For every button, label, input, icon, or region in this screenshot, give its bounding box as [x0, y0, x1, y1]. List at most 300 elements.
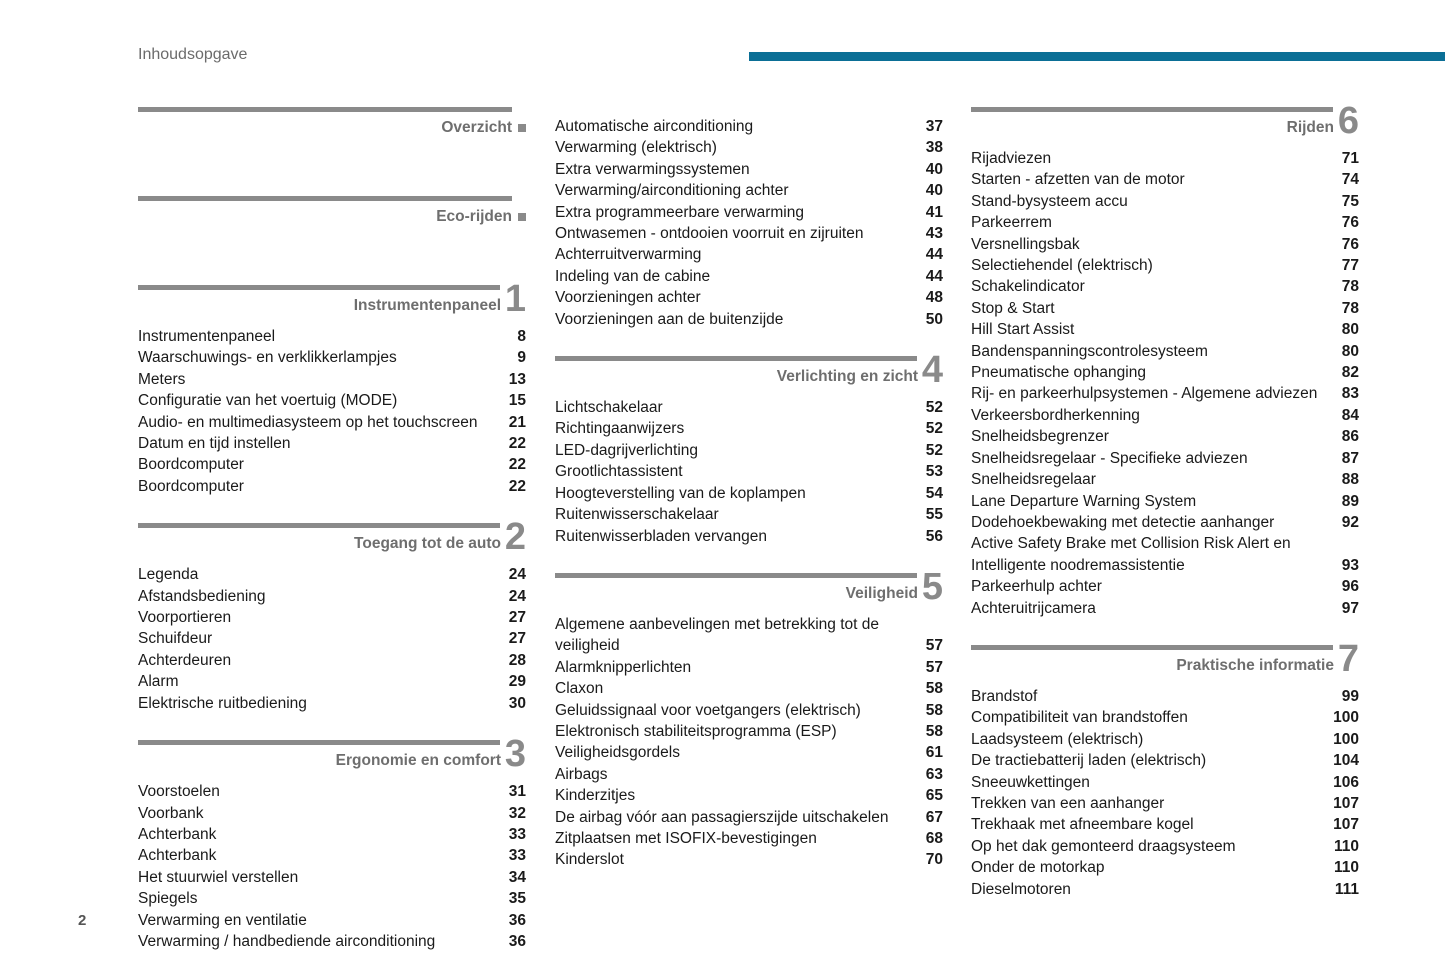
toc-entry[interactable]	[555, 614, 943, 657]
toc-entry-label: Snelheidsregelaar - Specifieke adviezen	[971, 449, 1248, 467]
toc-entry-page: 56	[925, 527, 943, 545]
toc-entry-label: Dodehoekbewaking met detectie aanhanger	[971, 513, 1275, 531]
toc-entry-page: 15	[508, 392, 526, 410]
toc-section	[555, 349, 943, 547]
toc-entry-label: Geluidssignaal voor voetgangers (elektrisch)	[555, 701, 861, 719]
toc-entry[interactable]	[138, 650, 526, 671]
toc-entry-page: 96	[1341, 578, 1359, 596]
toc-entry[interactable]	[971, 686, 1359, 707]
toc-entry-label: Verwarming en ventilatie	[138, 911, 307, 929]
toc-entry[interactable]	[138, 390, 526, 411]
toc-entry[interactable]	[971, 319, 1359, 340]
toc-entry-page: 71	[1341, 150, 1359, 167]
toc-entry-page: 58	[925, 680, 943, 698]
toc-entry-page: 76	[1341, 214, 1359, 232]
toc-entry[interactable]	[555, 700, 943, 721]
toc-entry[interactable]	[971, 576, 1359, 597]
toc-entry-label: Active Safety Brake met Collision Risk Alert en Intelligente noodremassistentie	[971, 535, 1291, 574]
toc-entry-page: 48	[925, 289, 943, 307]
toc-entry-page: 92	[1341, 513, 1359, 531]
toc-entry[interactable]	[971, 276, 1359, 297]
toc-entry-page: 80	[1341, 342, 1359, 360]
toc-entry-label: Datum en tijd instellen	[138, 435, 291, 453]
toc-entry-label: Grootlichtassistent	[555, 463, 683, 481]
section-divider-line	[971, 107, 1333, 112]
toc-entry-label: Compatibiliteit van brandstoffen	[971, 709, 1188, 727]
toc-entry[interactable]	[555, 742, 943, 763]
toc-entry-label: De tractiebatterij laden (elektrisch)	[971, 752, 1207, 770]
toc-column-2	[555, 105, 943, 871]
toc-entry-page: 82	[1341, 364, 1359, 382]
toc-entry-label: Verwarming (elektrisch)	[555, 139, 717, 157]
toc-entry[interactable]	[138, 369, 526, 390]
toc-column-3	[971, 100, 1359, 900]
section-header	[138, 516, 526, 564]
toc-entry-page: 75	[1341, 192, 1359, 210]
toc-entry-label: Dieselmotoren	[971, 880, 1071, 898]
toc-entry[interactable]	[138, 326, 526, 347]
toc-entry-label: Rij- en parkeerhulpsystemen - Algemene adviezen	[971, 385, 1318, 403]
toc-entry-page: 84	[1341, 406, 1359, 424]
toc-entry-label: Waarschuwings- en verklikkerlampjes	[138, 349, 397, 367]
toc-entry-page: 110	[1333, 837, 1359, 855]
toc-entry-page: 57	[925, 637, 943, 655]
square-marker-icon	[518, 124, 526, 132]
toc-entry[interactable]	[971, 707, 1359, 728]
toc-entry-page: 70	[925, 851, 943, 869]
toc-entry-label: Alarm	[138, 673, 179, 691]
toc-entry[interactable]	[971, 255, 1359, 276]
toc-entry-label: Lichtschakelaar	[555, 399, 663, 417]
toc-entry[interactable]	[971, 169, 1359, 190]
toc-entry-label: Parkeerhulp achter	[971, 578, 1102, 596]
toc-entry-label: Veiligheidsgordels	[555, 744, 680, 762]
toc-entry[interactable]	[555, 785, 943, 806]
toc-entry-page: 22	[508, 477, 526, 495]
toc-entry[interactable]	[555, 483, 943, 504]
toc-entry[interactable]	[555, 202, 943, 223]
toc-entry-label: Verkeersbordherkenning	[971, 406, 1140, 424]
toc-entry[interactable]	[971, 772, 1359, 793]
toc-entry-label: Alarmknipperlichten	[555, 658, 692, 676]
toc-entry-page: 63	[925, 765, 943, 783]
toc-entry-page: 29	[508, 673, 526, 691]
toc-entry-label: Laadsysteem (elektrisch)	[971, 730, 1144, 748]
section-title: Overzicht	[441, 119, 512, 136]
toc-entry-page: 68	[925, 829, 943, 847]
toc-entry[interactable]	[971, 729, 1359, 750]
section-spacer	[138, 235, 526, 259]
toc-entry-label: Afstandsbediening	[138, 587, 266, 605]
toc-entry-page: 8	[517, 328, 526, 345]
toc-entry-page: 80	[1341, 321, 1359, 339]
toc-entry-label: Lane Departure Warning System	[971, 492, 1197, 510]
toc-entry-page: 22	[508, 456, 526, 474]
page-number: 2	[78, 912, 87, 929]
section-gap	[138, 497, 526, 521]
toc-entry-page: 27	[508, 630, 526, 648]
section-divider-line	[138, 523, 500, 528]
toc-entry-page: 61	[925, 744, 943, 762]
toc-entry[interactable]	[555, 678, 943, 699]
section-header	[138, 733, 526, 781]
toc-entry[interactable]	[555, 309, 943, 330]
toc-entry[interactable]	[138, 586, 526, 607]
toc-entry-label: Boordcomputer	[138, 456, 244, 474]
section-divider-line	[555, 356, 917, 361]
toc-entry[interactable]	[138, 433, 526, 454]
chapter-number: 2	[504, 516, 526, 559]
toc-section	[138, 105, 526, 170]
section-divider-line	[971, 645, 1333, 650]
toc-entry-page: 52	[925, 420, 943, 438]
toc-entry-label: Stop & Start	[971, 299, 1055, 317]
toc-entry-label: Ruitenwisserschakelaar	[555, 506, 719, 524]
section-title: Veiligheid	[845, 584, 918, 602]
toc-entry[interactable]	[555, 657, 943, 678]
toc-entry-label: LED-dagrijverlichting	[555, 441, 699, 459]
toc-entry[interactable]	[971, 491, 1359, 512]
toc-entry-label: Achterbank	[138, 825, 217, 843]
toc-entry-page: 27	[508, 609, 526, 627]
toc-entry[interactable]	[138, 867, 526, 888]
toc-entry[interactable]	[555, 764, 943, 785]
toc-entry[interactable]	[138, 824, 526, 845]
toc-entry-page: 57	[925, 658, 943, 676]
chapter-number: 5	[921, 565, 943, 608]
toc-entry-label: Snelheidsregelaar	[971, 471, 1096, 489]
toc-entry-page: 31	[508, 783, 526, 801]
toc-entry-label: Claxon	[555, 680, 604, 698]
toc-entry-label: Kinderslot	[555, 851, 624, 869]
toc-section	[555, 105, 943, 330]
toc-entry-label: Sneeuwkettingen	[971, 773, 1090, 791]
toc-entry-label: Achterbank	[138, 847, 217, 865]
section-gap	[138, 259, 526, 283]
toc-entry-page: 93	[1341, 556, 1359, 574]
toc-entry-page: 99	[1341, 687, 1359, 705]
toc-entry[interactable]	[971, 750, 1359, 771]
toc-entry[interactable]	[971, 836, 1359, 857]
toc-entry-label: Boordcomputer	[138, 477, 244, 495]
square-marker-icon	[518, 213, 526, 221]
toc-entry-page: 22	[508, 435, 526, 453]
toc-entry-label: Elektrische ruitbediening	[138, 694, 307, 712]
section-gap	[138, 714, 526, 738]
toc-entry-page: 53	[925, 463, 943, 481]
toc-entry-label: Schakelindicator	[971, 278, 1085, 296]
toc-entry[interactable]	[555, 180, 943, 201]
toc-entry-page: 41	[925, 203, 943, 221]
toc-entry-label: Selectiehendel (elektrisch)	[971, 257, 1153, 275]
toc-entry[interactable]	[138, 888, 526, 909]
section-gap	[971, 619, 1359, 643]
toc-entry-label: Indeling van de cabine	[555, 267, 711, 285]
toc-entry-label: Elektronisch stabiliteitsprogramma (ESP)	[555, 722, 837, 740]
toc-entry-page: 30	[508, 694, 526, 712]
toc-entry-label: Airbags	[555, 765, 608, 783]
section-title: Ergonomie en comfort	[335, 752, 501, 770]
section-title: Toegang tot de auto	[354, 535, 501, 553]
toc-entry-page: 86	[1341, 428, 1359, 446]
toc-entry-page: 24	[508, 566, 526, 584]
toc-entry-page: 58	[925, 722, 943, 740]
section-gap	[555, 547, 943, 571]
toc-entry[interactable]	[971, 448, 1359, 469]
toc-entry-label: Achterdeuren	[138, 651, 232, 669]
toc-entry[interactable]	[555, 223, 943, 244]
toc-entry[interactable]	[138, 803, 526, 824]
toc-entry-page: 13	[508, 370, 526, 388]
toc-entry-page: 111	[1334, 880, 1359, 898]
section-divider-line	[138, 107, 512, 112]
toc-entry-page: 74	[1341, 171, 1359, 189]
toc-entry-label: Voorstoelen	[138, 783, 220, 801]
toc-entry-page: 107	[1333, 816, 1359, 834]
section-header	[555, 349, 943, 397]
toc-entry[interactable]	[138, 412, 526, 433]
toc-entry[interactable]	[971, 212, 1359, 233]
section-spacer	[138, 146, 526, 170]
toc-entry[interactable]	[555, 828, 943, 849]
toc-entry[interactable]	[555, 116, 943, 137]
toc-entry-label: Trekken van een aanhanger	[971, 794, 1165, 812]
toc-entry-label: Voorzieningen achter	[555, 289, 701, 307]
toc-entry-page: 40	[925, 182, 943, 200]
toc-entry[interactable]	[138, 845, 526, 866]
toc-entry[interactable]	[555, 504, 943, 525]
section-title: Instrumentenpaneel	[353, 297, 501, 314]
toc-entry[interactable]	[138, 454, 526, 475]
toc-entry[interactable]	[555, 287, 943, 308]
toc-entry-page: 106	[1333, 773, 1359, 791]
toc-entry-label: Algemene aanbevelingen met betrekking tot de veiligheid	[555, 615, 879, 655]
toc-entry[interactable]	[555, 461, 943, 482]
toc-entry-label: Meters	[138, 370, 186, 388]
toc-entry-page: 38	[925, 139, 943, 157]
toc-entry-label: Ruitenwisserbladen vervangen	[555, 527, 767, 545]
toc-entry-page: 32	[508, 804, 526, 822]
section-header	[138, 194, 526, 235]
toc-entry-page: 35	[508, 890, 526, 908]
toc-entry-label: Ontwasemen - ontdooien voorruit en zijruiten	[555, 225, 864, 243]
toc-entry-page: 104	[1333, 752, 1359, 770]
toc-entry[interactable]	[971, 879, 1359, 900]
toc-entry[interactable]	[971, 148, 1359, 169]
toc-entry-page: 28	[508, 651, 526, 669]
section-title: Praktische informatie	[1176, 656, 1334, 674]
toc-entry[interactable]	[555, 807, 943, 828]
section-gap	[138, 170, 526, 194]
section-gap	[555, 330, 943, 354]
toc-entry-label: Achteruitrijcamera	[971, 599, 1096, 617]
toc-entry-label: Achterruitverwarming	[555, 246, 702, 264]
chapter-number: 3	[504, 733, 526, 776]
toc-entry-label: Zitplaatsen met ISOFIX-bevestigingen	[555, 829, 817, 847]
toc-entry-label: Legenda	[138, 566, 199, 584]
toc-entry-label: Op het dak gemonteerd draagsysteem	[971, 837, 1236, 855]
toc-entry-page: 36	[508, 932, 526, 950]
toc-entry[interactable]	[138, 781, 526, 802]
toc-entry[interactable]	[555, 244, 943, 265]
toc-entry-label: Configuratie van het voertuig (MODE)	[138, 392, 398, 410]
toc-entry[interactable]	[555, 137, 943, 158]
toc-entry-label: Onder de motorkap	[971, 859, 1105, 877]
toc-entry-label: Hill Start Assist	[971, 321, 1075, 339]
toc-entry[interactable]	[555, 721, 943, 742]
toc-entry-page: 24	[508, 587, 526, 605]
toc-entry[interactable]	[971, 426, 1359, 447]
toc-entry[interactable]	[971, 814, 1359, 835]
toc-entry-page: 100	[1333, 730, 1359, 748]
toc-section	[138, 278, 526, 497]
section-header	[555, 565, 943, 614]
toc-entry-label: Pneumatische ophanging	[971, 364, 1146, 382]
toc-entry[interactable]	[555, 266, 943, 287]
toc-entry[interactable]	[138, 910, 526, 931]
toc-entry-label: De airbag vóór aan passagierszijde uitschakelen	[555, 808, 889, 826]
toc-entry[interactable]	[971, 298, 1359, 319]
toc-entry-label: Verwarming/airconditioning achter	[555, 182, 789, 200]
toc-section	[138, 194, 526, 259]
toc-entry-label: Voorbank	[138, 804, 204, 822]
toc-entry-label: Snelheidsbegrenzer	[971, 428, 1109, 446]
toc-entry-page: 78	[1341, 299, 1359, 317]
section-divider-line	[138, 740, 500, 745]
toc-entry-label: Spiegels	[138, 890, 198, 908]
toc-entry[interactable]	[971, 469, 1359, 490]
toc-entry-label: Verwarming / handbediende airconditioning	[138, 932, 436, 950]
section-divider-line	[138, 285, 500, 290]
toc-entry-page: 43	[925, 225, 943, 243]
toc-entry-label: Schuifdeur	[138, 630, 213, 648]
toc-entry-page: 40	[925, 160, 943, 178]
toc-entry[interactable]	[971, 383, 1359, 404]
toc-entry[interactable]	[555, 526, 943, 547]
toc-entry-label: Extra verwarmingssystemen	[555, 160, 750, 178]
toc-entry-page: 83	[1341, 385, 1359, 403]
toc-entry-label: Rijadviezen	[971, 150, 1052, 167]
toc-entry-page: 33	[508, 825, 526, 843]
toc-entry-page: 9	[517, 349, 526, 367]
toc-entry[interactable]	[971, 533, 1359, 576]
toc-entry-label: Starten - afzetten van de motor	[971, 171, 1185, 189]
toc-entry[interactable]	[138, 671, 526, 692]
toc-entry[interactable]	[555, 397, 943, 418]
section-divider-line	[555, 573, 917, 578]
toc-entry[interactable]	[971, 191, 1359, 212]
toc-entry-page: 76	[1341, 235, 1359, 253]
toc-section	[971, 100, 1359, 619]
section-title: Verlichting en zicht	[776, 368, 918, 386]
section-title: Rijden	[1286, 119, 1334, 136]
toc-entry[interactable]	[971, 341, 1359, 362]
section-divider-line	[138, 196, 512, 201]
toc-entry-page: 65	[925, 787, 943, 805]
toc-entry-page: 97	[1341, 599, 1359, 617]
toc-entry-page: 33	[508, 847, 526, 865]
toc-entry-label: Parkeerrem	[971, 214, 1052, 232]
section-header	[971, 100, 1359, 148]
section-title: Eco-rijden	[436, 208, 512, 225]
toc-entry[interactable]	[555, 849, 943, 870]
toc-entry[interactable]	[971, 793, 1359, 814]
toc-entry-page: 100	[1333, 709, 1359, 727]
column-top-spacer	[555, 105, 943, 116]
toc-entry[interactable]	[971, 405, 1359, 426]
toc-column-1	[138, 105, 526, 952]
toc-entry-page: 50	[925, 310, 943, 328]
toc-entry[interactable]	[555, 159, 943, 180]
toc-entry-page: 110	[1333, 859, 1359, 877]
toc-entry-page: 55	[925, 506, 943, 524]
toc-entry-label: Stand-bysysteem accu	[971, 192, 1128, 210]
toc-section	[138, 516, 526, 714]
page-title: Inhoudsopgave	[138, 46, 248, 63]
toc-section	[971, 637, 1359, 900]
toc-entry-page: 58	[925, 701, 943, 719]
toc-entry[interactable]	[971, 234, 1359, 255]
toc-entry-page: 37	[925, 118, 943, 135]
toc-entry[interactable]	[138, 693, 526, 714]
toc-section	[555, 565, 943, 871]
toc-entry-label: Audio- en multimediasysteem op het touchscreen	[138, 413, 478, 431]
section-header	[138, 105, 526, 146]
toc-entry-page: 78	[1341, 278, 1359, 296]
toc-entry-label: Voorportieren	[138, 609, 232, 627]
toc-entry-page: 36	[508, 911, 526, 929]
toc-entry-label: Automatische airconditioning	[555, 118, 754, 135]
toc-section	[138, 733, 526, 952]
chapter-number: 7	[1337, 637, 1359, 680]
toc-entry-page: 52	[925, 399, 943, 417]
toc-entry[interactable]	[971, 857, 1359, 878]
toc-entry-label: Brandstof	[971, 687, 1038, 705]
toc-entry-page: 88	[1341, 471, 1359, 489]
toc-entry[interactable]	[971, 512, 1359, 533]
toc-entry[interactable]	[138, 347, 526, 368]
chapter-number: 6	[1337, 100, 1359, 142]
toc-entry-label: Instrumentenpaneel	[138, 328, 276, 345]
toc-entry-page: 89	[1341, 492, 1359, 510]
toc-entry[interactable]	[138, 607, 526, 628]
header-accent-bar	[749, 52, 1445, 61]
toc-entry-page: 44	[925, 267, 943, 285]
section-header	[971, 637, 1359, 686]
toc-entry-page: 107	[1333, 794, 1359, 812]
toc-entry[interactable]	[555, 418, 943, 439]
toc-entry-page: 52	[925, 441, 943, 459]
toc-entry-page: 34	[508, 868, 526, 886]
chapter-number: 4	[921, 349, 943, 392]
toc-entry-label: Het stuurwiel verstellen	[138, 868, 299, 886]
toc-entry-label: Hoogteverstelling van de koplampen	[555, 484, 806, 502]
toc-entry[interactable]	[555, 440, 943, 461]
toc-entry-page: 77	[1341, 257, 1359, 275]
toc-entry-label: Voorzieningen aan de buitenzijde	[555, 310, 784, 328]
toc-entry[interactable]	[138, 476, 526, 497]
toc-entry-label: Kinderzitjes	[555, 787, 636, 805]
toc-entry-page: 21	[508, 413, 526, 431]
toc-entry-label: Richtingaanwijzers	[555, 420, 685, 438]
toc-entry[interactable]	[138, 628, 526, 649]
toc-entry[interactable]	[971, 598, 1359, 619]
toc-entry-page: 54	[925, 484, 943, 502]
toc-entry[interactable]	[971, 362, 1359, 383]
toc-entry[interactable]	[138, 564, 526, 585]
toc-entry[interactable]	[138, 931, 526, 952]
toc-entry-label: Extra programmeerbare verwarming	[555, 203, 804, 221]
